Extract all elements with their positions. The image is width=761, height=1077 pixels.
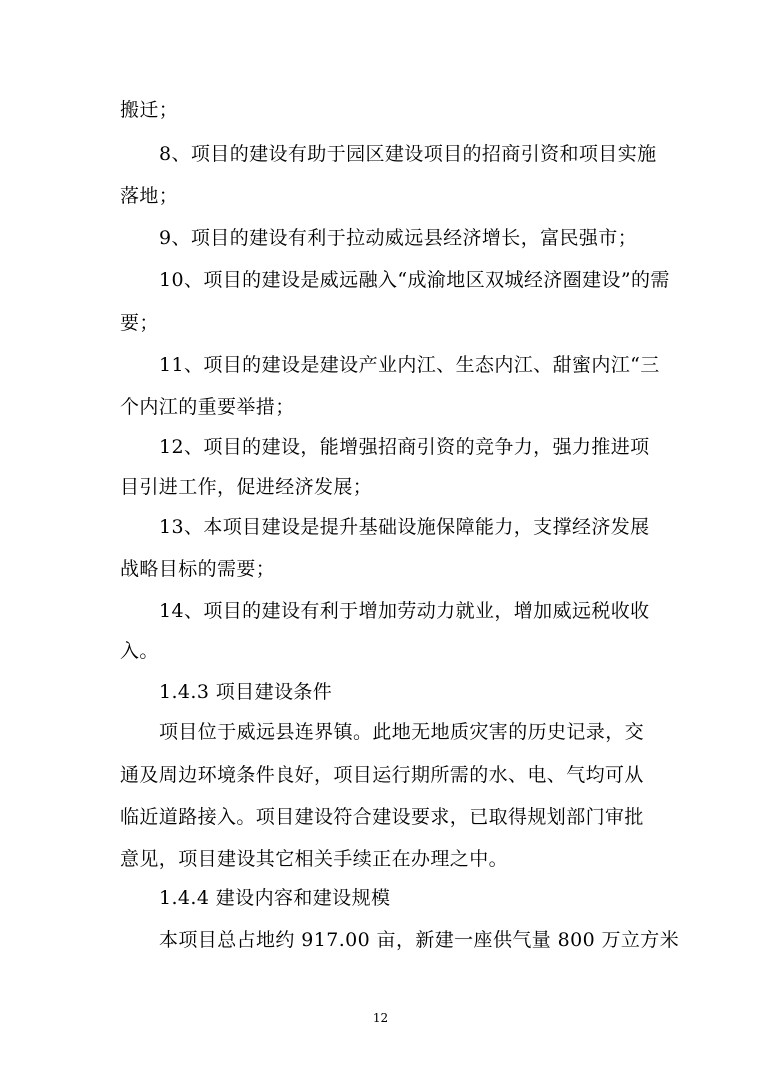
paragraph-line: 临近道路接入。项目建设符合建设要求，已取得规划部门审批 — [120, 806, 644, 828]
paragraph-line: 项目位于威远县连界镇。此地无地质灾害的历史记录，交 — [159, 721, 645, 743]
text-line: 个内江的重要举措； — [120, 396, 295, 418]
page-number: 12 — [372, 1011, 389, 1025]
text-line: 目引进工作，促进经济发展； — [120, 476, 373, 498]
section-heading-1-4-4: 1.4.4 建设内容和建设规模 — [159, 887, 391, 909]
text-line: 要； — [120, 312, 159, 334]
list-item-13: 13、本项目建设是提升基础设施保障能力，支撑经济发展 — [159, 516, 650, 538]
text-line: 落地； — [120, 185, 179, 207]
list-item-8: 8、项目的建设有助于园区建设项目的招商引资和项目实施 — [159, 143, 657, 165]
paragraph-line: 本项目总占地约 917.00 亩，新建一座供气量 800 万立方米 — [159, 929, 680, 951]
text-line: 入。 — [120, 640, 159, 662]
list-item-12: 12、项目的建设，能增强招商引资的竞争力，强力推进项 — [159, 436, 650, 458]
paragraph-line: 通及周边环境条件良好，项目运行期所需的水、电、气均可从 — [120, 764, 644, 786]
paragraph-line: 意见，项目建设其它相关手续正在办理之中。 — [120, 848, 509, 870]
section-heading-1-4-3: 1.4.3 项目建设条件 — [159, 681, 333, 703]
list-item-10: 10、项目的建设是威远融入“成渝地区双城经济圈建设”的需 — [159, 269, 670, 291]
list-item-11: 11、项目的建设是建设产业内江、生态内江、甜蜜内江“三 — [159, 354, 660, 376]
list-item-9: 9、项目的建设有利于拉动威远县经济增长，富民强市； — [159, 227, 638, 249]
text-line: 搬迁； — [120, 99, 179, 121]
text-line: 战略目标的需要； — [120, 558, 276, 580]
list-item-14: 14、项目的建设有利于增加劳动力就业，增加威远税收收 — [159, 600, 650, 622]
